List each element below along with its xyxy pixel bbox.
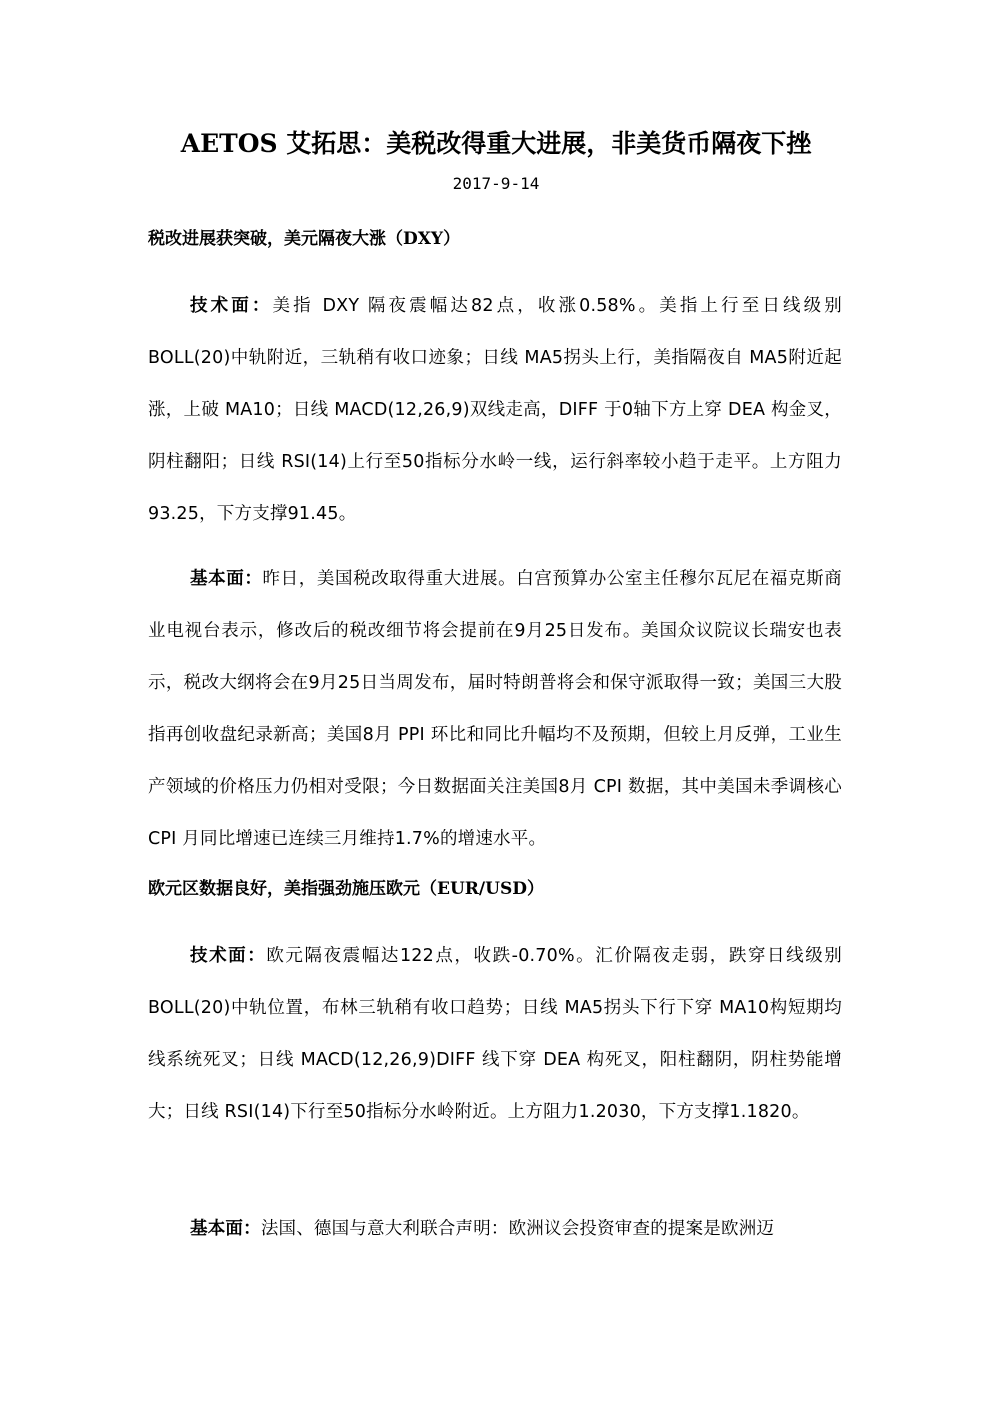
section-heading-dxy: 税改进展获突破，美元隔夜大涨（DXY） xyxy=(148,229,461,249)
paragraph-lead-label: 基本面： xyxy=(190,569,263,589)
dxy-fundamental-paragraph-top xyxy=(148,553,842,865)
paragraph-text: 法国、德国与意大利联合声明：欧洲议会投资审查的提案是欧洲迈 xyxy=(260,1219,775,1239)
paragraph-text: 欧元隔夜震幅达122点，收跌-0.70%。汇价隔夜走弱，跌穿日线级别 BOLL(20)中轨位置，布林三轨稍有收口趋势；日线 MA5拐头下行下穿 MA10构短期均线系统死叉；日线 MACD(12,26,9)DIFF 线下穿 DEA 构死叉，阳柱翻阴，阴柱势能增大；日线 RSI(14)下行至50指标分水岭附近。上方阻力1.2030，下方支撑1.1820。 xyxy=(148,946,842,1122)
document-date: 2017-9-14 xyxy=(452,174,540,193)
document-title: AETOS 艾拓思：美税改得重大进展，非美货币隔夜下挫 xyxy=(180,129,812,158)
paragraph-lead-label: 技术面： xyxy=(190,946,267,966)
paragraph-text: 美指 DXY 隔夜震幅达82点，收涨0.58%。美指上行至日线级别 BOLL(20)中轨附近，三轨稍有收口迹象；日线 MA5拐头上行，美指隔夜自 MA5附近起涨，上破 MA10；日线 MACD(12,26,9)双线走高，DIFF 于0轴下方上穿 DEA 构金叉，阴柱翻阳；日线 RSI(14)上行至50指标分水岭一线，运行斜率较小趋于走平。上方阻力93.25，下方支撑91.45。 xyxy=(148,296,842,524)
eurusd-technical-paragraph xyxy=(148,930,842,1138)
paragraph-lead-label: 基本面： xyxy=(190,1219,261,1239)
eurusd-fundamental-paragraph xyxy=(148,1203,842,1255)
dxy-technical-paragraph xyxy=(148,280,842,540)
paragraph-lead-label: 技术面： xyxy=(190,296,273,316)
paragraph-text: 昨日，美国税改取得重大进展。白宫预算办公室主任穆尔瓦尼在福克斯商业电视台表示，修改后的税改细节将会提前在9月25日发布。美国众议院议长瑞安也表示，税改大纲将会在9月25日当周发布，届时特朗普将会和保守派取得一致；美国三大股指再创收盘纪录新高；美国8月 PPI 环比和同比升幅均不及预期，但较上月反弹，工业生产领域的价格压力仍相对受限；今日数据面关注美国8月 CPI 数据，其中美国未季调核心 CPI 月同比增速已连续三月维持1.7%的增速水平。 xyxy=(148,569,842,849)
section-heading-eurusd: 欧元区数据良好，美指强劲施压欧元（EUR/USD） xyxy=(148,879,544,899)
